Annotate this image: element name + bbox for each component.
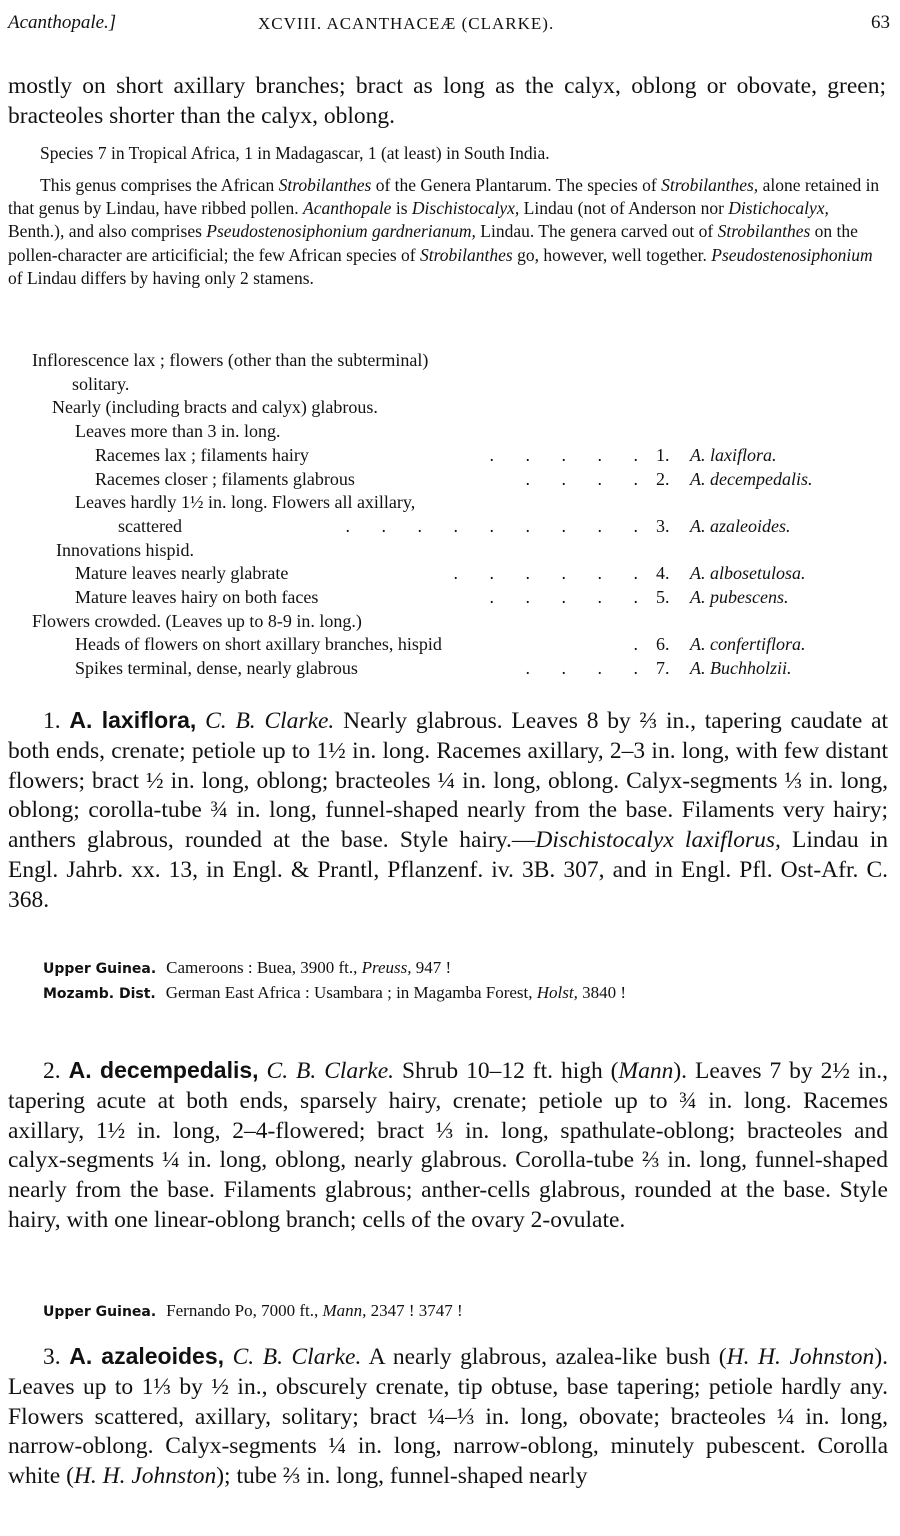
locality-region: Upper Guinea. (43, 1304, 157, 1320)
locality-number: 3840 ! (577, 983, 627, 1002)
genus-note-text: go, however, well together. (512, 244, 712, 265)
locality-mozambique-district (8, 984, 888, 1003)
taxon-name-italic: Acanthopale (303, 198, 392, 219)
key-species-number: 7. (656, 658, 670, 679)
key-row (0, 540, 900, 563)
locality-upper-guinea (8, 1300, 888, 1323)
key-row (0, 445, 900, 468)
key-lead-text: Nearly (including bracts and calyx) glabrous. (52, 397, 378, 418)
species-collector: H. H. Johnston (726, 1344, 875, 1370)
key-row (0, 516, 900, 539)
key-species-name: A. azaleoides. (690, 515, 791, 536)
species-citation: Lindau in Engl. Jahrb. xx. 13, in Engl. & Prantl, Pflanzenf. iv. 3B. 307, and in Engl. Pfl. Ost-Afr. C. 368. (8, 827, 889, 913)
species-description: ). Leaves 7 by 2½ in., tapering acute at both ends, sparsely hairy, crenate; petiole up to ¾ in. long. Racemes axillary, 1½ in. long, 2–4-flowered; bract ⅓ in. long, spathulate-oblong; bracteoles and calyx-segments ¼ in. long, oblong, nearly glabrous. Corolla-tube ⅔ in. long, funnel-shaped nearly from the base. Filaments glabrous; anther-cells glabrous, rounded at the base. Style hairy, with one linear-oblong branch; cells of the ovary 2-ovulate. (8, 1058, 888, 1233)
key-row (0, 611, 900, 634)
key-species-number: 3. (656, 515, 670, 536)
key-lead-text: solitary. (72, 373, 130, 394)
locality-region: Upper Guinea. (43, 961, 157, 977)
genus-note-text: Lindau. The genera carved out of (475, 221, 718, 242)
species-name: A. decempedalis, (68, 1057, 259, 1083)
key-species-number: 6. (656, 634, 670, 655)
key-row (0, 374, 900, 397)
key-row (0, 587, 900, 610)
section-title: XCVIII. ACANTHACEÆ (CLARKE). (258, 14, 555, 33)
species-name: A. laxiflora, (69, 707, 197, 733)
key-lead-text: Heads of flowers on short axillary branches, hispid (75, 634, 442, 655)
key-lead-text: Flowers crowded. (Leaves up to 8-9 in. long.) (32, 610, 362, 631)
species-description: Shrub 10–12 ft. high ( (401, 1058, 619, 1084)
taxon-name-italic: Dischistocalyx, (411, 198, 520, 219)
key-leader-dots: . . . . . (489, 444, 638, 465)
key-lead-text: Spikes terminal, dense, nearly glabrous (75, 658, 358, 679)
species-name: A. azaleoides, (69, 1343, 225, 1369)
species-entry-azaleoides (8, 1342, 888, 1492)
key-lead-text: Innovations hispid. (56, 539, 194, 560)
key-row (0, 492, 900, 515)
locality-text: Fernando Po, 7000 ft., (166, 1301, 323, 1320)
taxon-name-italic: Distichocalyx, (728, 198, 829, 219)
species-collector: Mann (618, 1058, 674, 1084)
species-author: C. B. Clarke. (205, 708, 335, 734)
genus-note-text: is (391, 198, 412, 219)
genus-note-text: Lindau (not of Anderson nor (519, 198, 729, 219)
species-description: A nearly glabrous, azalea-like bush ( (368, 1344, 727, 1370)
genus-note-text: This genus comprises the African (40, 175, 279, 195)
key-leader-dots: . (633, 634, 638, 655)
genus-note-text: on the pollen-character are articificial; the few African species of (8, 221, 858, 265)
key-row (0, 421, 900, 444)
key-species-number: 2. (656, 468, 670, 489)
locality-number: 2347 ! 3747 ! (366, 1301, 463, 1320)
key-species-number: 4. (656, 563, 670, 584)
locality-upper-guinea (8, 957, 888, 980)
page-number: 63 (871, 12, 890, 33)
genus-note-text: of Lindau differs by having only 2 stamens. (8, 267, 314, 288)
locality-text: Cameroons : Buea, 3900 ft., (166, 958, 362, 977)
species-description: Nearly glabrous. Leaves 8 by ⅔ in., tapering caudate at both ends, crenate; petiole up to 1½ in. long. Racemes axillary, 2–3 in. long, with few distant flowers; bract ½ in. long, oblong; bracteoles ¼ in. long, oblong. Calyx-segments ⅓ in. long, oblong; corolla-tube ¾ in. long, funnel-shaped nearly from the base. Filaments very hairy; anthers glabrous, rounded at the base. Style hairy.— (8, 708, 889, 854)
locality-collector: Mann, (322, 1301, 367, 1320)
species-author: C. B. Clarke. (232, 1344, 362, 1370)
taxon-name-italic: Strobilanthes (278, 175, 372, 195)
key-leader-dots: . . . . (525, 658, 638, 679)
locality-collector: Preuss, (361, 958, 412, 977)
key-lead-text: Leaves more than 3 in. long. (75, 421, 281, 442)
species-entry-laxiflora (8, 706, 888, 916)
key-leader-dots: . . . . . . (453, 563, 638, 584)
species-description: ). Leaves up to 1⅓ by ½ in., obscurely crenate, tip obtuse, base tapering; petiole hardly any. Flowers scattered, axillary, solitary; bract ¼–⅓ in. long, obovate; bracteoles ¼ in. long, narrow-oblong. Calyx-segments ¼ in. long, narrow-oblong, minutely pubescent. Corolla white ( (8, 1344, 889, 1490)
key-species-name: A. Buchholzii. (690, 658, 792, 679)
taxon-name-italic: Strobilanthes (420, 244, 513, 265)
locality-text: German East Africa : Usambara ; in Magamba Forest, (165, 983, 537, 1002)
key-lead-text: Mature leaves hairy on both faces (75, 587, 319, 607)
genus-note-text: Benth.), and also comprises (8, 221, 207, 242)
species-entry-decempedalis (8, 1056, 888, 1236)
key-species-name: A. confertiflora. (690, 634, 806, 655)
key-species-name: A. pubescens. (690, 587, 789, 607)
species-author: C. B. Clarke. (266, 1058, 395, 1084)
species-collector: H. H. Johnston (73, 1463, 217, 1490)
key-lead-text: scattered (118, 515, 182, 536)
key-lead-text: Racemes closer ; filaments glabrous (95, 468, 355, 489)
key-species-name: A. decempedalis. (690, 468, 813, 489)
key-row (0, 658, 900, 681)
genus-note-text: alone retained in that genus by Lindau, have ribbed pollen. (8, 175, 880, 219)
key-lead-text: Mature leaves nearly glabrate (75, 563, 289, 584)
taxon-name-italic: Pseudostenosiphonium (711, 244, 873, 265)
taxon-name-italic: Strobilanthes, (661, 175, 759, 195)
running-header (8, 12, 890, 42)
key-lead-text: Leaves hardly 1½ in. long. Flowers all axillary, (75, 492, 416, 513)
key-row (0, 469, 900, 492)
key-leader-dots: . . . . . (489, 587, 638, 607)
locality-number: 947 ! (411, 958, 452, 977)
species-number: 2. (43, 1058, 61, 1084)
genus-note-paragraph (8, 174, 886, 290)
key-species-name: A. laxiflora. (690, 444, 777, 465)
species-number: 1. (43, 708, 61, 734)
genus-description-continuation: mostly on short axillary branches; bract as long as the calyx, oblong or obovate, green; bracteoles shorter than the calyx, oblong. (8, 73, 886, 129)
key-row (0, 634, 900, 657)
key-row (0, 397, 900, 420)
genus-note-text: of the Genera Plantarum. The species of (371, 175, 662, 195)
key-leader-dots: . . . . . . . . . (345, 515, 638, 536)
running-title: Acanthopale.] (8, 12, 117, 33)
species-number: 3. (43, 1344, 61, 1370)
key-species-name: A. albosetulosa. (690, 563, 806, 584)
species-description: ); tube ⅔ in. long, funnel-shaped nearly (216, 1463, 588, 1490)
key-leader-dots: . . . . (525, 468, 638, 489)
locality-region: Mozamb. Dist. (43, 986, 156, 1002)
locality-collector: Holst, (536, 983, 578, 1002)
species-synonym: Dischistocalyx laxiflorus, (535, 827, 781, 854)
species-distribution-note: Species 7 in Tropical Africa, 1 in Madagascar, 1 (at least) in South India. (40, 143, 550, 163)
key-species-number: 1. (656, 444, 670, 465)
taxon-name-italic: Strobilanthes (717, 221, 811, 242)
key-row (0, 563, 900, 586)
key-species-number: 5. (656, 587, 670, 607)
key-row (0, 350, 900, 373)
key-lead-text: Inflorescence lax ; flowers (other than the subterminal) (32, 350, 429, 370)
key-lead-text: Racemes lax ; filaments hairy (95, 444, 309, 465)
taxon-name-italic: Pseudostenosiphonium gardnerianum, (206, 221, 476, 242)
